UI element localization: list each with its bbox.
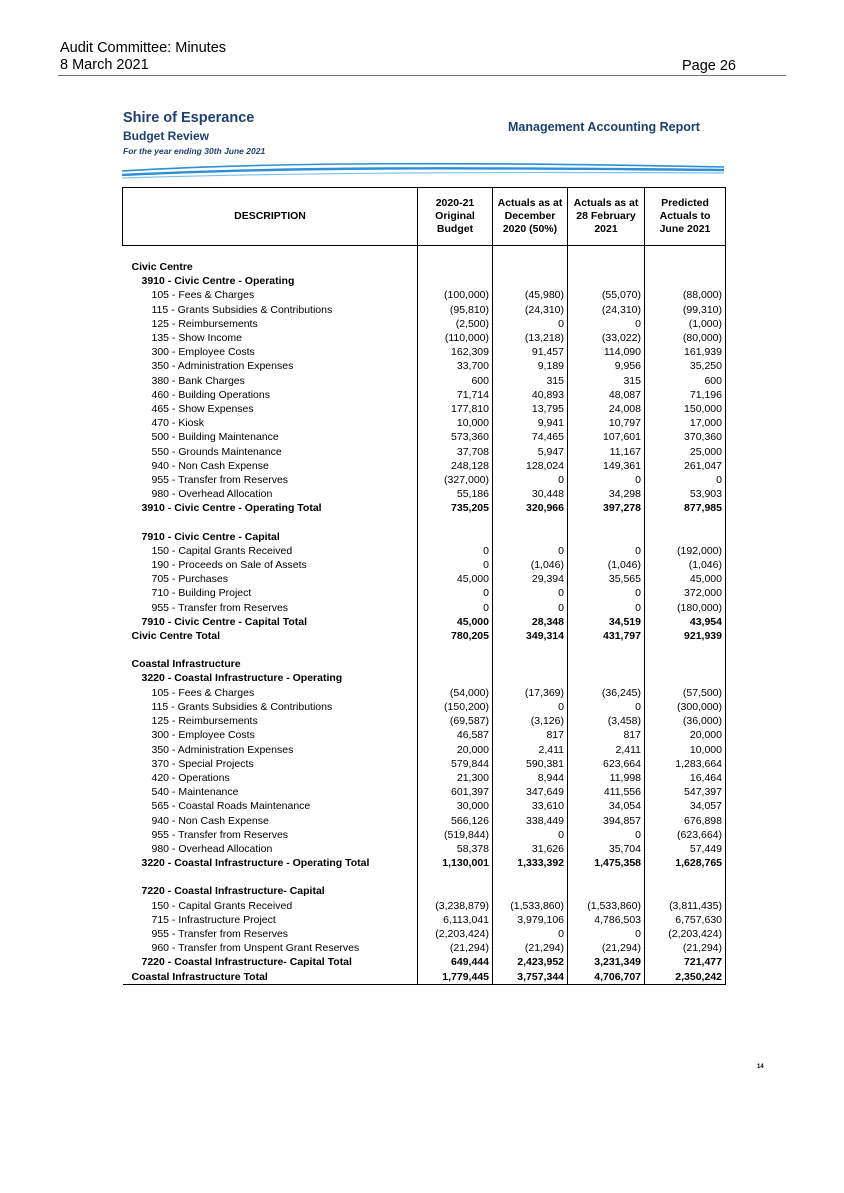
table-row xyxy=(123,728,726,742)
table-row xyxy=(123,459,726,473)
cell-value: 43,954 xyxy=(645,615,726,629)
row-description: 955 - Transfer from Reserves xyxy=(123,473,418,487)
cell-value: 2,411 xyxy=(568,743,645,757)
table-row xyxy=(123,345,726,359)
table-row xyxy=(123,771,726,785)
cell-value: 33,610 xyxy=(493,799,568,813)
total-row xyxy=(123,970,726,985)
cell-value: (1,046) xyxy=(568,558,645,572)
row-description: 955 - Transfer from Reserves xyxy=(123,828,418,842)
cell-value: 0 xyxy=(493,586,568,600)
row-description: 105 - Fees & Charges xyxy=(123,686,418,700)
cell-value: 0 xyxy=(493,700,568,714)
cell-value: 0 xyxy=(418,586,493,600)
cell-value: 0 xyxy=(493,544,568,558)
row-description: 980 - Overhead Allocation xyxy=(123,842,418,856)
cell-value: (300,000) xyxy=(645,700,726,714)
cell-value: 11,167 xyxy=(568,445,645,459)
cell-value: (150,200) xyxy=(418,700,493,714)
cell-value: (69,587) xyxy=(418,714,493,728)
row-description: Civic Centre xyxy=(123,260,418,274)
cell-value: (2,203,424) xyxy=(418,927,493,941)
cell-value: 107,601 xyxy=(568,430,645,444)
row-description: 550 - Grounds Maintenance xyxy=(123,445,418,459)
cell-value: 35,704 xyxy=(568,842,645,856)
cell-value: 9,189 xyxy=(493,359,568,373)
table-row xyxy=(123,913,726,927)
cell-value: (100,000) xyxy=(418,288,493,302)
cell-value: 600 xyxy=(418,374,493,388)
subtotal-row xyxy=(123,856,726,870)
cell-value: 3,979,106 xyxy=(493,913,568,927)
cell-value: 547,397 xyxy=(645,785,726,799)
table-row xyxy=(123,941,726,955)
cell-value: 0 xyxy=(568,586,645,600)
cell-value: 114,090 xyxy=(568,345,645,359)
cell-value: 34,519 xyxy=(568,615,645,629)
cell-value: 579,844 xyxy=(418,757,493,771)
row-description: Coastal Infrastructure Total xyxy=(123,970,418,985)
cell-value: (33,022) xyxy=(568,331,645,345)
row-description: 190 - Proceeds on Sale of Assets xyxy=(123,558,418,572)
row-description: 7910 - Civic Centre - Capital xyxy=(123,530,418,544)
table-row xyxy=(123,572,726,586)
row-description: 540 - Maintenance xyxy=(123,785,418,799)
cell-value: (2,500) xyxy=(418,317,493,331)
cell-value: (57,500) xyxy=(645,686,726,700)
table-row xyxy=(123,842,726,856)
cell-value: (3,811,435) xyxy=(645,899,726,913)
cell-value: 320,966 xyxy=(493,501,568,515)
cell-value: 0 xyxy=(568,317,645,331)
cell-value: 0 xyxy=(568,601,645,615)
cell-value: (36,000) xyxy=(645,714,726,728)
spacer-row xyxy=(123,870,726,884)
cell-value: 0 xyxy=(568,828,645,842)
row-description: 115 - Grants Subsidies & Contributions xyxy=(123,303,418,317)
column-header-predicted-actuals: Predicted Actuals to June 2021 xyxy=(645,188,726,246)
table-row xyxy=(123,785,726,799)
cell-value: 10,797 xyxy=(568,416,645,430)
cell-value: 921,939 xyxy=(645,629,726,643)
table-row xyxy=(123,317,726,331)
row-description: 150 - Capital Grants Received xyxy=(123,899,418,913)
cell-value: 721,477 xyxy=(645,955,726,969)
report-title: Management Accounting Report xyxy=(508,120,700,134)
table-row xyxy=(123,445,726,459)
table-row xyxy=(123,487,726,501)
row-description: 980 - Overhead Allocation xyxy=(123,487,418,501)
cell-value: 590,381 xyxy=(493,757,568,771)
row-description: 960 - Transfer from Unspent Grant Reserves xyxy=(123,941,418,955)
table-row xyxy=(123,686,726,700)
table-row xyxy=(123,899,726,913)
cell-value: 347,649 xyxy=(493,785,568,799)
cell-value: 40,893 xyxy=(493,388,568,402)
cell-value: 411,556 xyxy=(568,785,645,799)
cell-value: 1,283,664 xyxy=(645,757,726,771)
group-heading-row xyxy=(123,530,726,544)
row-description: 705 - Purchases xyxy=(123,572,418,586)
table-row xyxy=(123,814,726,828)
cell-value: 1,130,001 xyxy=(418,856,493,870)
swoosh-decoration xyxy=(120,158,726,184)
table-row xyxy=(123,700,726,714)
table-row xyxy=(123,473,726,487)
cell-value: 2,350,242 xyxy=(645,970,726,985)
cell-value: 0 xyxy=(568,927,645,941)
cell-value: 600 xyxy=(645,374,726,388)
cell-value: (623,664) xyxy=(645,828,726,842)
cell-value: (3,126) xyxy=(493,714,568,728)
cell-value: 149,361 xyxy=(568,459,645,473)
cell-value: 6,757,630 xyxy=(645,913,726,927)
cell-value: 349,314 xyxy=(493,629,568,643)
cell-value: (1,046) xyxy=(645,558,726,572)
row-description: 300 - Employee Costs xyxy=(123,728,418,742)
cell-value: (1,533,860) xyxy=(568,899,645,913)
table-row xyxy=(123,799,726,813)
cell-value: 21,300 xyxy=(418,771,493,785)
cell-value: (21,294) xyxy=(493,941,568,955)
cell-value: 735,205 xyxy=(418,501,493,515)
cell-value: 877,985 xyxy=(645,501,726,515)
cell-value: (21,294) xyxy=(645,941,726,955)
cell-value: 372,000 xyxy=(645,586,726,600)
cell-value: 0 xyxy=(493,927,568,941)
footer-page-number: 14 xyxy=(757,1064,764,1070)
total-row xyxy=(123,629,726,643)
table-row xyxy=(123,558,726,572)
cell-value: 30,000 xyxy=(418,799,493,813)
subtotal-row xyxy=(123,501,726,515)
cell-value: 4,786,503 xyxy=(568,913,645,927)
cell-value: 370,360 xyxy=(645,430,726,444)
report-period: For the year ending 30th June 2021 xyxy=(123,146,266,156)
row-description: 380 - Bank Charges xyxy=(123,374,418,388)
group-heading-row xyxy=(123,671,726,685)
row-description: 715 - Infrastructure Project xyxy=(123,913,418,927)
row-description: 7220 - Coastal Infrastructure- Capital Total xyxy=(123,955,418,969)
section-heading-row xyxy=(123,260,726,274)
spacer-row xyxy=(123,643,726,657)
table-row xyxy=(123,927,726,941)
cell-value: 1,333,392 xyxy=(493,856,568,870)
cell-value: 20,000 xyxy=(645,728,726,742)
table-row xyxy=(123,586,726,600)
cell-value: 45,000 xyxy=(645,572,726,586)
cell-value: (110,000) xyxy=(418,331,493,345)
section-heading-row xyxy=(123,657,726,671)
header-divider xyxy=(58,75,786,76)
cell-value: 74,465 xyxy=(493,430,568,444)
table-row xyxy=(123,331,726,345)
cell-value: 128,024 xyxy=(493,459,568,473)
cell-value: 45,000 xyxy=(418,572,493,586)
cell-value: 0 xyxy=(568,473,645,487)
cell-value: 57,449 xyxy=(645,842,726,856)
table-row xyxy=(123,359,726,373)
cell-value: 28,348 xyxy=(493,615,568,629)
cell-value: (80,000) xyxy=(645,331,726,345)
cell-value: (3,458) xyxy=(568,714,645,728)
cell-value: 0 xyxy=(493,317,568,331)
cell-value: (21,294) xyxy=(418,941,493,955)
cell-value: 0 xyxy=(493,828,568,842)
cell-value: 0 xyxy=(418,544,493,558)
row-description: 105 - Fees & Charges xyxy=(123,288,418,302)
table-row xyxy=(123,430,726,444)
cell-value: 17,000 xyxy=(645,416,726,430)
cell-value: (55,070) xyxy=(568,288,645,302)
cell-value: 0 xyxy=(568,700,645,714)
row-description: 710 - Building Project xyxy=(123,586,418,600)
cell-value: 261,047 xyxy=(645,459,726,473)
cell-value: 58,378 xyxy=(418,842,493,856)
row-description: 125 - Reimbursements xyxy=(123,714,418,728)
cell-value: 71,714 xyxy=(418,388,493,402)
row-description: 470 - Kiosk xyxy=(123,416,418,430)
cell-value: 676,898 xyxy=(645,814,726,828)
cell-value: 623,664 xyxy=(568,757,645,771)
cell-value: 11,998 xyxy=(568,771,645,785)
cell-value: (1,000) xyxy=(645,317,726,331)
table-row xyxy=(123,828,726,842)
row-description: Coastal Infrastructure xyxy=(123,657,418,671)
cell-value: 338,449 xyxy=(493,814,568,828)
cell-value: (13,218) xyxy=(493,331,568,345)
column-header-actuals-december: Actuals as at December 2020 (50%) xyxy=(493,188,568,246)
cell-value: (17,369) xyxy=(493,686,568,700)
cell-value: 248,128 xyxy=(418,459,493,473)
cell-value: 150,000 xyxy=(645,402,726,416)
header-page-number: Page 26 xyxy=(681,58,736,74)
table-row xyxy=(123,601,726,615)
cell-value: 1,475,358 xyxy=(568,856,645,870)
row-description: 7220 - Coastal Infrastructure- Capital xyxy=(123,884,418,898)
cell-value: (519,844) xyxy=(418,828,493,842)
cell-value: 46,587 xyxy=(418,728,493,742)
cell-value: 30,448 xyxy=(493,487,568,501)
cell-value: 161,939 xyxy=(645,345,726,359)
report-subtitle: Budget Review xyxy=(123,129,210,143)
cell-value: 35,250 xyxy=(645,359,726,373)
cell-value: (180,000) xyxy=(645,601,726,615)
cell-value: 10,000 xyxy=(645,743,726,757)
row-description: 115 - Grants Subsidies & Contributions xyxy=(123,700,418,714)
cell-value: 0 xyxy=(418,558,493,572)
cell-value: (88,000) xyxy=(645,288,726,302)
row-description: 350 - Administration Expenses xyxy=(123,359,418,373)
cell-value: 817 xyxy=(493,728,568,742)
cell-value: 5,947 xyxy=(493,445,568,459)
budget-review-table xyxy=(122,187,726,985)
spacer-row xyxy=(123,516,726,530)
table-row xyxy=(123,288,726,302)
cell-value: 9,956 xyxy=(568,359,645,373)
row-description: 565 - Coastal Roads Maintenance xyxy=(123,799,418,813)
row-description: 370 - Special Projects xyxy=(123,757,418,771)
cell-value: 37,708 xyxy=(418,445,493,459)
cell-value: 2,411 xyxy=(493,743,568,757)
table-row xyxy=(123,303,726,317)
cell-value: 0 xyxy=(568,544,645,558)
row-description: 955 - Transfer from Reserves xyxy=(123,927,418,941)
table-row xyxy=(123,416,726,430)
cell-value: 9,941 xyxy=(493,416,568,430)
cell-value: 34,057 xyxy=(645,799,726,813)
row-description: 3220 - Coastal Infrastructure - Operating Total xyxy=(123,856,418,870)
row-description: 940 - Non Cash Expense xyxy=(123,814,418,828)
cell-value: 35,565 xyxy=(568,572,645,586)
cell-value: 29,394 xyxy=(493,572,568,586)
cell-value: 71,196 xyxy=(645,388,726,402)
cell-value: (192,000) xyxy=(645,544,726,558)
cell-value: 0 xyxy=(418,601,493,615)
column-header-description: DESCRIPTION xyxy=(123,188,418,246)
cell-value: 10,000 xyxy=(418,416,493,430)
table-row xyxy=(123,402,726,416)
cell-value: 315 xyxy=(493,374,568,388)
group-heading-row xyxy=(123,884,726,898)
spacer-row xyxy=(123,246,726,261)
cell-value: 34,054 xyxy=(568,799,645,813)
row-description: Civic Centre Total xyxy=(123,629,418,643)
cell-value: 0 xyxy=(645,473,726,487)
cell-value: (99,310) xyxy=(645,303,726,317)
cell-value: 45,000 xyxy=(418,615,493,629)
cell-value: (36,245) xyxy=(568,686,645,700)
cell-value: 0 xyxy=(493,473,568,487)
table-row xyxy=(123,743,726,757)
cell-value: 1,779,445 xyxy=(418,970,493,985)
cell-value: 24,008 xyxy=(568,402,645,416)
row-description: 135 - Show Income xyxy=(123,331,418,345)
cell-value: 33,700 xyxy=(418,359,493,373)
row-description: 7910 - Civic Centre - Capital Total xyxy=(123,615,418,629)
cell-value: 1,628,765 xyxy=(645,856,726,870)
cell-value: 34,298 xyxy=(568,487,645,501)
cell-value: (24,310) xyxy=(568,303,645,317)
cell-value: 177,810 xyxy=(418,402,493,416)
row-description: 955 - Transfer from Reserves xyxy=(123,601,418,615)
cell-value: (1,046) xyxy=(493,558,568,572)
table-row xyxy=(123,757,726,771)
cell-value: (2,203,424) xyxy=(645,927,726,941)
cell-value: 394,857 xyxy=(568,814,645,828)
cell-value: 397,278 xyxy=(568,501,645,515)
subtotal-row xyxy=(123,955,726,969)
cell-value: 20,000 xyxy=(418,743,493,757)
subtotal-row xyxy=(123,615,726,629)
cell-value: 649,444 xyxy=(418,955,493,969)
cell-value: 601,397 xyxy=(418,785,493,799)
cell-value: 53,903 xyxy=(645,487,726,501)
cell-value: (327,000) xyxy=(418,473,493,487)
row-description: 3910 - Civic Centre - Operating xyxy=(123,274,418,288)
cell-value: (1,533,860) xyxy=(493,899,568,913)
row-description: 940 - Non Cash Expense xyxy=(123,459,418,473)
column-header-original-budget: 2020-21 Original Budget xyxy=(418,188,493,246)
group-heading-row xyxy=(123,274,726,288)
cell-value: (54,000) xyxy=(418,686,493,700)
cell-value: 0 xyxy=(493,601,568,615)
row-description: 3910 - Civic Centre - Operating Total xyxy=(123,501,418,515)
cell-value: (21,294) xyxy=(568,941,645,955)
row-description: 420 - Operations xyxy=(123,771,418,785)
cell-value: 566,126 xyxy=(418,814,493,828)
row-description: 500 - Building Maintenance xyxy=(123,430,418,444)
cell-value: 3,757,344 xyxy=(493,970,568,985)
cell-value: 817 xyxy=(568,728,645,742)
row-description: 125 - Reimbursements xyxy=(123,317,418,331)
table-row xyxy=(123,374,726,388)
cell-value: (3,238,879) xyxy=(418,899,493,913)
table-row xyxy=(123,714,726,728)
row-description: 350 - Administration Expenses xyxy=(123,743,418,757)
cell-value: (95,810) xyxy=(418,303,493,317)
table-header-row xyxy=(123,188,726,246)
cell-value: 13,795 xyxy=(493,402,568,416)
cell-value: 16,464 xyxy=(645,771,726,785)
row-description: 465 - Show Expenses xyxy=(123,402,418,416)
header-date: 8 March 2021 xyxy=(60,57,149,73)
cell-value: 25,000 xyxy=(645,445,726,459)
cell-value: (24,310) xyxy=(493,303,568,317)
cell-value: 2,423,952 xyxy=(493,955,568,969)
row-description: 460 - Building Operations xyxy=(123,388,418,402)
organisation-name: Shire of Esperance xyxy=(123,110,255,126)
cell-value: (45,980) xyxy=(493,288,568,302)
cell-value: 431,797 xyxy=(568,629,645,643)
cell-value: 3,231,349 xyxy=(568,955,645,969)
table-body xyxy=(123,246,726,985)
cell-value: 315 xyxy=(568,374,645,388)
column-header-actuals-february: Actuals as at 28 February 2021 xyxy=(568,188,645,246)
cell-value: 162,309 xyxy=(418,345,493,359)
table-row xyxy=(123,388,726,402)
cell-value: 55,186 xyxy=(418,487,493,501)
header-title: Audit Committee: Minutes xyxy=(60,40,227,56)
row-description: 300 - Employee Costs xyxy=(123,345,418,359)
table-row xyxy=(123,544,726,558)
row-description: 3220 - Coastal Infrastructure - Operating xyxy=(123,671,418,685)
cell-value: 6,113,041 xyxy=(418,913,493,927)
row-description: 150 - Capital Grants Received xyxy=(123,544,418,558)
cell-value: 31,626 xyxy=(493,842,568,856)
cell-value: 8,944 xyxy=(493,771,568,785)
cell-value: 91,457 xyxy=(493,345,568,359)
cell-value: 780,205 xyxy=(418,629,493,643)
cell-value: 573,360 xyxy=(418,430,493,444)
cell-value: 48,087 xyxy=(568,388,645,402)
cell-value: 4,706,707 xyxy=(568,970,645,985)
